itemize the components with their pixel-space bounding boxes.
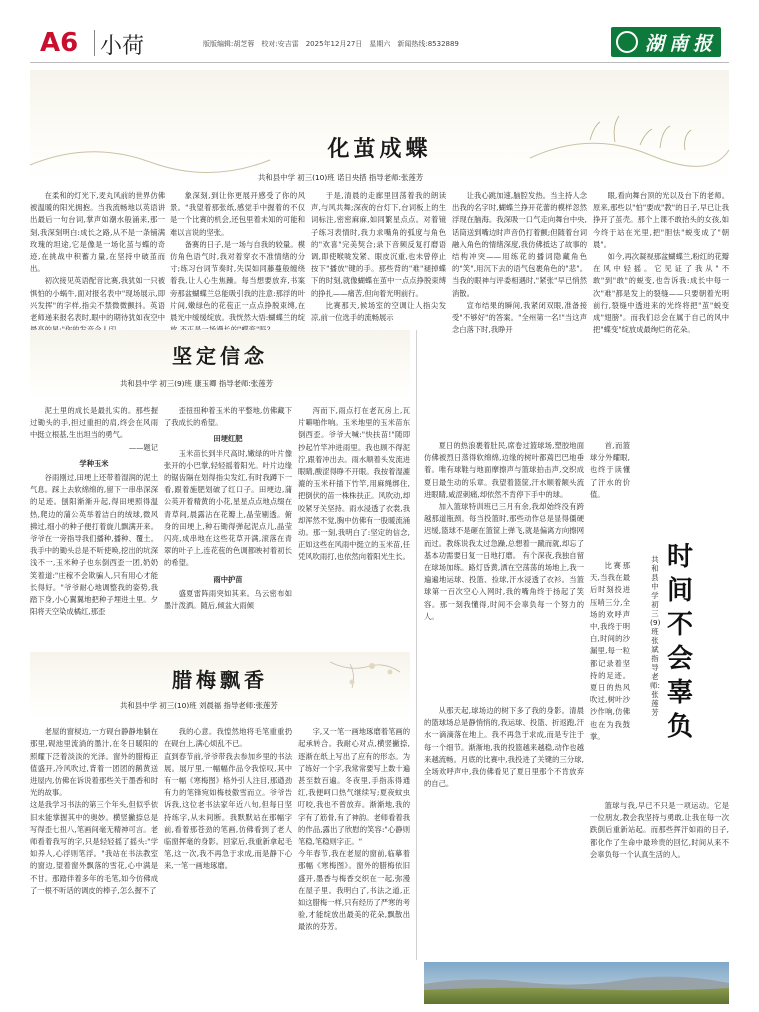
paragraph: 我的心意。我惶然地将毛笔重重扔在砚台上,满心烦乱不已。 直到春节前,爷爷带我去参加乡里的书法展。展厅里,一幅幅作品令我惊叹,其中有一幅《寒梅图》格外引人注目,那遒劲有力的笔锋宛如梅枝傲雪而立。爷爷告诉我,这位老书法家年近八旬,但每日坚持练字,从未间断。我默默站在那幅字前,看着那苍劲的笔画,仿佛看到了老人临窗挥毫的身影。回家后,我重新拿起毛笔,这一次,我不再急于求成,而是静下心来,一笔一画地琢磨。 (164, 727, 292, 871)
paragraph: 初次接见英语配音比赛,我犹如一只被惧怕的小蜗牛,面对报名表中"现场展示,即兴发挥"的字样,指尖不禁微微颤抖。英语老师递来报名表时,眼中的期待犹如夜空中 (30, 276, 165, 323)
page-number: A6 (40, 28, 79, 58)
landscape-photo (424, 962, 729, 1004)
article2-banner (30, 330, 410, 402)
paragraph: 比赛那天,候场室的空调让人指尖发凉,前一位选手的流畅展示 (311, 300, 446, 323)
paragraph: 泻而下,雨点打在老瓦房上,瓦片噼啪作响。玉米地里的玉米苗东倒西歪。爷爷大喊:"快扶苗!"随即抄起竹竿冲进雨里。我也顾不得泥泞,跟着冲出去。雨水顺着头发流进眼睛,酸涩得睁不开眼。我按着湿漉漉的玉米秆插下竹竿,用麻绳绑住,把倒伏的苗一株株扶正。风吹动,却咬紧牙关坚持。雨水浸透了衣裳,我却浑然不觉,胸中仿佛有一股暖流涌动。那一刻,我明白了:坚定的信念,正如这些在风雨中挺立的玉米苗,任凭风吹雨打,也依然向着阳光生长。 (298, 406, 410, 562)
article4-side-column (590, 560, 630, 800)
paragraph: 让我心跳加速,脑腔发热。当主持人念出我的名字时,蝴蝶兰挣开花蕾的模样忽然浮现在脑海。我深吸一口气走向舞台中央,话筒送到嘴边时声音仍打着颤;但随着台词融入角色的情绪深度,我仿佛抵达了故事的结构冲突——用练花的播词隐藏角色的"笑",用沉下去的语气包裹角色的"悲"。当我的眼神与评委相遇时,"紧张"早已悄然消散。 (452, 191, 587, 298)
article1-column (30, 190, 165, 325)
grass-decoration (30, 70, 729, 182)
paragraph: 首,而篮球分外耀眼,也终于读懂了汗水的价值。 (590, 441, 630, 499)
article3-title: 腊梅飘香 (172, 668, 268, 692)
paragraph: 盛夏雷阵雨突如其来。乌云密布如墨汁泼洒。随后,倾盆大雨倾 (164, 588, 292, 611)
article3-column (164, 714, 292, 959)
article1-title: 化茧成蝶 (327, 137, 432, 162)
article1-column (311, 190, 446, 325)
column-divider (416, 330, 417, 960)
paragraph: 备赛的日子,是一场与自我的较量。模仿角色语气时,我对着穿衣不准情绪的分寸;练习台词节奏时,失误如同藤蔓般缠绕着我,让人心生焦躁。每当想要放弃,书案旁那盆蝴蝶兰总能吸引我的注意:那浮的叶片间,嫩绿色的花苞正一点点挣脱束缚,在晨光中缓缓绽放。我恍然大悟:蝴蝶兰的绽 (170, 239, 305, 323)
paragraph: 篮球与我,早已不只是一项运动。它是一位朋友,教会我坚持与勇敢,让我在每一次跌倒后重新站起。而那些挥汗如雨的日子,都化作了生命中最珍贵的回忆,时间从来不会辜负每一个认真生活的人。 (590, 801, 729, 859)
editor-info: 版版编辑:胡芝蓉 校对:安吉雷 2025年12月27日 星期六 新闻热线:8532889 (203, 40, 459, 48)
article1-banner (30, 70, 729, 182)
article2-byline: 共和县中学 初三(9)班 康玉卿 指导老师:张莲芳 (120, 379, 274, 388)
article4-title: 时间不会辜负 (666, 542, 693, 742)
article3-column (298, 714, 410, 959)
subheading: 学种玉米 (79, 458, 109, 468)
article1-column (170, 190, 305, 325)
paragraph: 字,又一笔一画地琢磨着笔画的起承转合。我耐心对点,横竖撇捺,逐渐在纸上写出了应有的形态。为了练好一个字,我常常要写上数十遍甚至数百遍。冬夜里,手指冻得通红,我便呵口热气继续写;夏夜蚊虫叮咬,我也不曾放弃。渐渐地,我的字有了筋骨,有了神韵。老师看着我的作品,露出了欣慰的笑容:"心静则笔稳,笔稳则字正。" 今年春节,我在老屋的窗前,临摹着那幅《寒梅图》。窗外的腊梅依旧盛开,墨香与梅香交织在一起,弥漫在屋子里。我明白了,书法之道,正如这腊梅一样,只有经历了严寒的考验,才能绽放出最美的花朵,飘散出最浓的芬芳。 (298, 727, 410, 932)
article4-column (590, 800, 729, 960)
paragraph: 在柔和的灯光下,麦丸风前的世界仿佛被温暖的阳光拥抱。当我流畅地以英语讲出最后一句台词,掌声如潮水般涌来,那一刻,我深刻明白:成长之路,从不是一条铺满玫瑰的坦途,它是像是一场化茧与蝶的奇迹,在挑战中积蓄力量,在坚持中破茧而出。 (30, 191, 165, 274)
article4-column (424, 440, 584, 700)
paragraph: 于是,清晨的走廊里回荡着我的朗读声,与风共舞;深夜的台灯下,台词板上的生词标注,密密麻麻,如同繁星点点。对着镜子练习表情时,我力求嘴角的弧度与角色的"欢喜"完美契合;录下音频反复打磨语调,即使喉咙发紧、眼皮沉重,也未曾停止按下"播放"键的手。那些背的"难"褪掉蝶下的时刻,就像蝴蝶在茧中一点点挣脱束缚的挣扎——痛苦,但向着光明前行。 (311, 191, 446, 298)
article1-column (593, 190, 729, 335)
paragraph: 泥土里的成长是最扎实的。那些握过锄头的手,担过重担的肩,终会在风雨中挺立根基,生出坦当的勇气。 (30, 406, 158, 440)
article2-column (30, 405, 158, 645)
epigraph-signature: ——题记 (128, 442, 158, 452)
article1-byline: 共和县中学 初三(10)班 诺日央措 指导老师:张莲芳 (258, 173, 424, 182)
paragraph: 比赛那天,当我在最后时刻投进压哨三分,全场的欢呼声中,我终于明白,时间的沙漏里,每一粒都记录着坚持的足迹。夏日的热风吹过,树叶沙沙作响,仿佛也在为我鼓掌。 (590, 561, 630, 741)
article3-byline: 共和县中学 初三(10)班 刘晨福 指导老师:张莲芳 (120, 701, 278, 710)
subheading: 田埂红肥 (213, 434, 243, 444)
article2-column (298, 405, 410, 645)
article4-side-column (590, 440, 630, 560)
article1-column (452, 190, 587, 335)
landscape-photo-image (424, 962, 729, 1004)
paragraph: 玉米苗长到半尺高时,嫩绿的叶片像张开的小巴掌,轻轻摇着阳光。叶片边缘的锯齿隔在划得指尖发红,有时我蹲下一看,跟着施肥划破了红口子。田埂边,蒲公英开着精黄的小花,星星点点地点缀在青草间,晨露沾在花瓣上,晶莹剔透。俯身的田埂上,种石锄得弹起泥点儿,晶莹闪亮,成串地在这些花草开满,滚落在青翠的叶子上,连花苞的色调都映衬着初长的希望。 (164, 448, 292, 568)
paragraph: 宣布结果的瞬间,我紧闭双眼,准备接受"不够好"的答案。"全州第一名!"当这声念白落下时,我睁开 (452, 300, 587, 335)
header-divider (94, 30, 95, 56)
paragraph: 歪扭扭种着玉米的平整地,仿佛藏下了我成长的希望。 (164, 406, 292, 428)
paragraph: 眼,看向舞台顶的光以及台下的老师。原来,那些以"怕"要成"教"的日子,早已让我挣开了茧壳。那个上课不敢抬头的女孩,如今终于站在光里,把"胆怯"蜕变成了"朝晨"。 (593, 191, 729, 249)
header-rule (30, 62, 729, 63)
subheading: 雨中护苗 (213, 574, 243, 584)
paragraph: 如今,再次凝视那盆蝴蝶兰,粉红的花瓣在风中轻摇。它见证了我从"不敢"到"敢"的蜕变,也告诉我:成长中每一次"难"都是发上的裂缝——只要朝着光明前行,裂缝中透进来的光终将把"茧"蜕变成"翅膀"。而我们总会在属于自己的风中把"蝶变"绽放成最绚烂的花朵。 (593, 252, 729, 335)
paragraph: 从那天起,球场边的树下多了我的身影。清晨的篮球场总是静悄悄的,我运球、投篮、折返跑,汗水一滴滴落在地上。我不再急于求成,而是专注于每一个细节。渐渐地,我的投篮越来越稳,动作也越来越流畅。月底的比赛中,我投进了关键的三分球,全场欢呼声中,我仿佛看见了夏日里那个不肯放弃的自己。 (424, 706, 584, 789)
article4-column (424, 705, 584, 960)
paragraph: 老屋的窗棂边,一方砚台静静地躺在那里,砚池里流淌的墨汁,在冬日暖阳的照耀下泛着淡淡的光泽。窗外的腊梅正值盛开,冷风吹过,背着一团团的鹅黄送进屋内,仿佛在诉说着那些关于墨香和时光的故事。 这是我学习书法的第三个年头,但似乎依旧未能掌握其中的奥妙。横竖撇捺总是写得歪七扭八,笔画间毫无精神可言。老师看着我写的字,只是轻轻摇了摇头:"学如养人,心浮则笔浮。"我站在书法教室的窗边,望着窗外飘落的雪花,心中满是不甘。那踏伴着多年的毛笔,如今仿佛成了一根不听话的调皮的棒子,怎么握不了 (30, 727, 158, 895)
article4-byline: 共和县中学 初三(9)班 张斌 指导老师:张莲芳 (650, 555, 661, 717)
article2-column (164, 405, 292, 645)
paragraph: 象深刻,到让你更展开感受了你的风景。"我望着那张纸,感觉手中握着的不仅是一个比赛的机会,还包里着未知的可能和难以言说的坚张。 (170, 191, 305, 237)
logo-emblem-icon (616, 31, 638, 53)
paragraph: 夏日的热浪裹着肚民,席卷过篮球场,塑胶地面仿佛被烈日蒸得软绵绵,边缘的树叶都蔫巴巴地垂着。唯有球鞋与地面摩擦声与篮球拍击声,交织成夏日最生动的乐章。我望着篮筐,汗水顺着额头流进眼睛,咸涩刺痛,却依然不肯停下手中的球。 (424, 441, 584, 499)
article2-title: 坚定信念 (172, 344, 268, 368)
article3-column (30, 714, 158, 959)
paragraph: 谷雨刚过,田埂上还带着湿润的泥土气息。踩上去软绵绵的,留下一串串深深的足迹。刨阳渐渐升起,得田埂照得温热,爬边的蒲公英举着洁白的绒球,微风拂过,细小的种子便打着旋儿飘满开来。爷爷在一旁指导我们播种,播种、覆土。我手中的锄头总是不听使唤,挖出的坑深浅不一,玉米种子也东倒西歪一团,奶奶笑着道:"庄稼不会欺骗人,只有用心才能长得好。"爷爷耐心地调整我的姿势,我踏下身,小心翼翼地把种子埋进土里。夕阳将天空染成橘红,那歪 (30, 473, 158, 617)
section-name: 小荷 (100, 34, 145, 59)
paragraph: 加入篮球特训班已三月有余,我却始终没有跨越那道瓶颈。每当投篮时,那些动作总是显得僵硬迟缓,篮球不是砸在篮筐上弹飞,就是偏离方向擦网而过。教练说我太过急躁,总想着一蹴而就,却忘了基本功需要日复一日地打磨。 有个深夜,我独自留在球场加练。路灯昏黄,洒在空荡荡的场地上,我一遍遍地运球、投篮、捡球,汗水浸透了衣衫。当篮球第一百次空心入网时,我的嘴角终于扬起了笑容。那一刻我懂得,时间不会辜负每一个努力的人。 (424, 502, 584, 621)
newspaper-name: 湖南报 (645, 33, 718, 55)
page-header (0, 0, 759, 62)
